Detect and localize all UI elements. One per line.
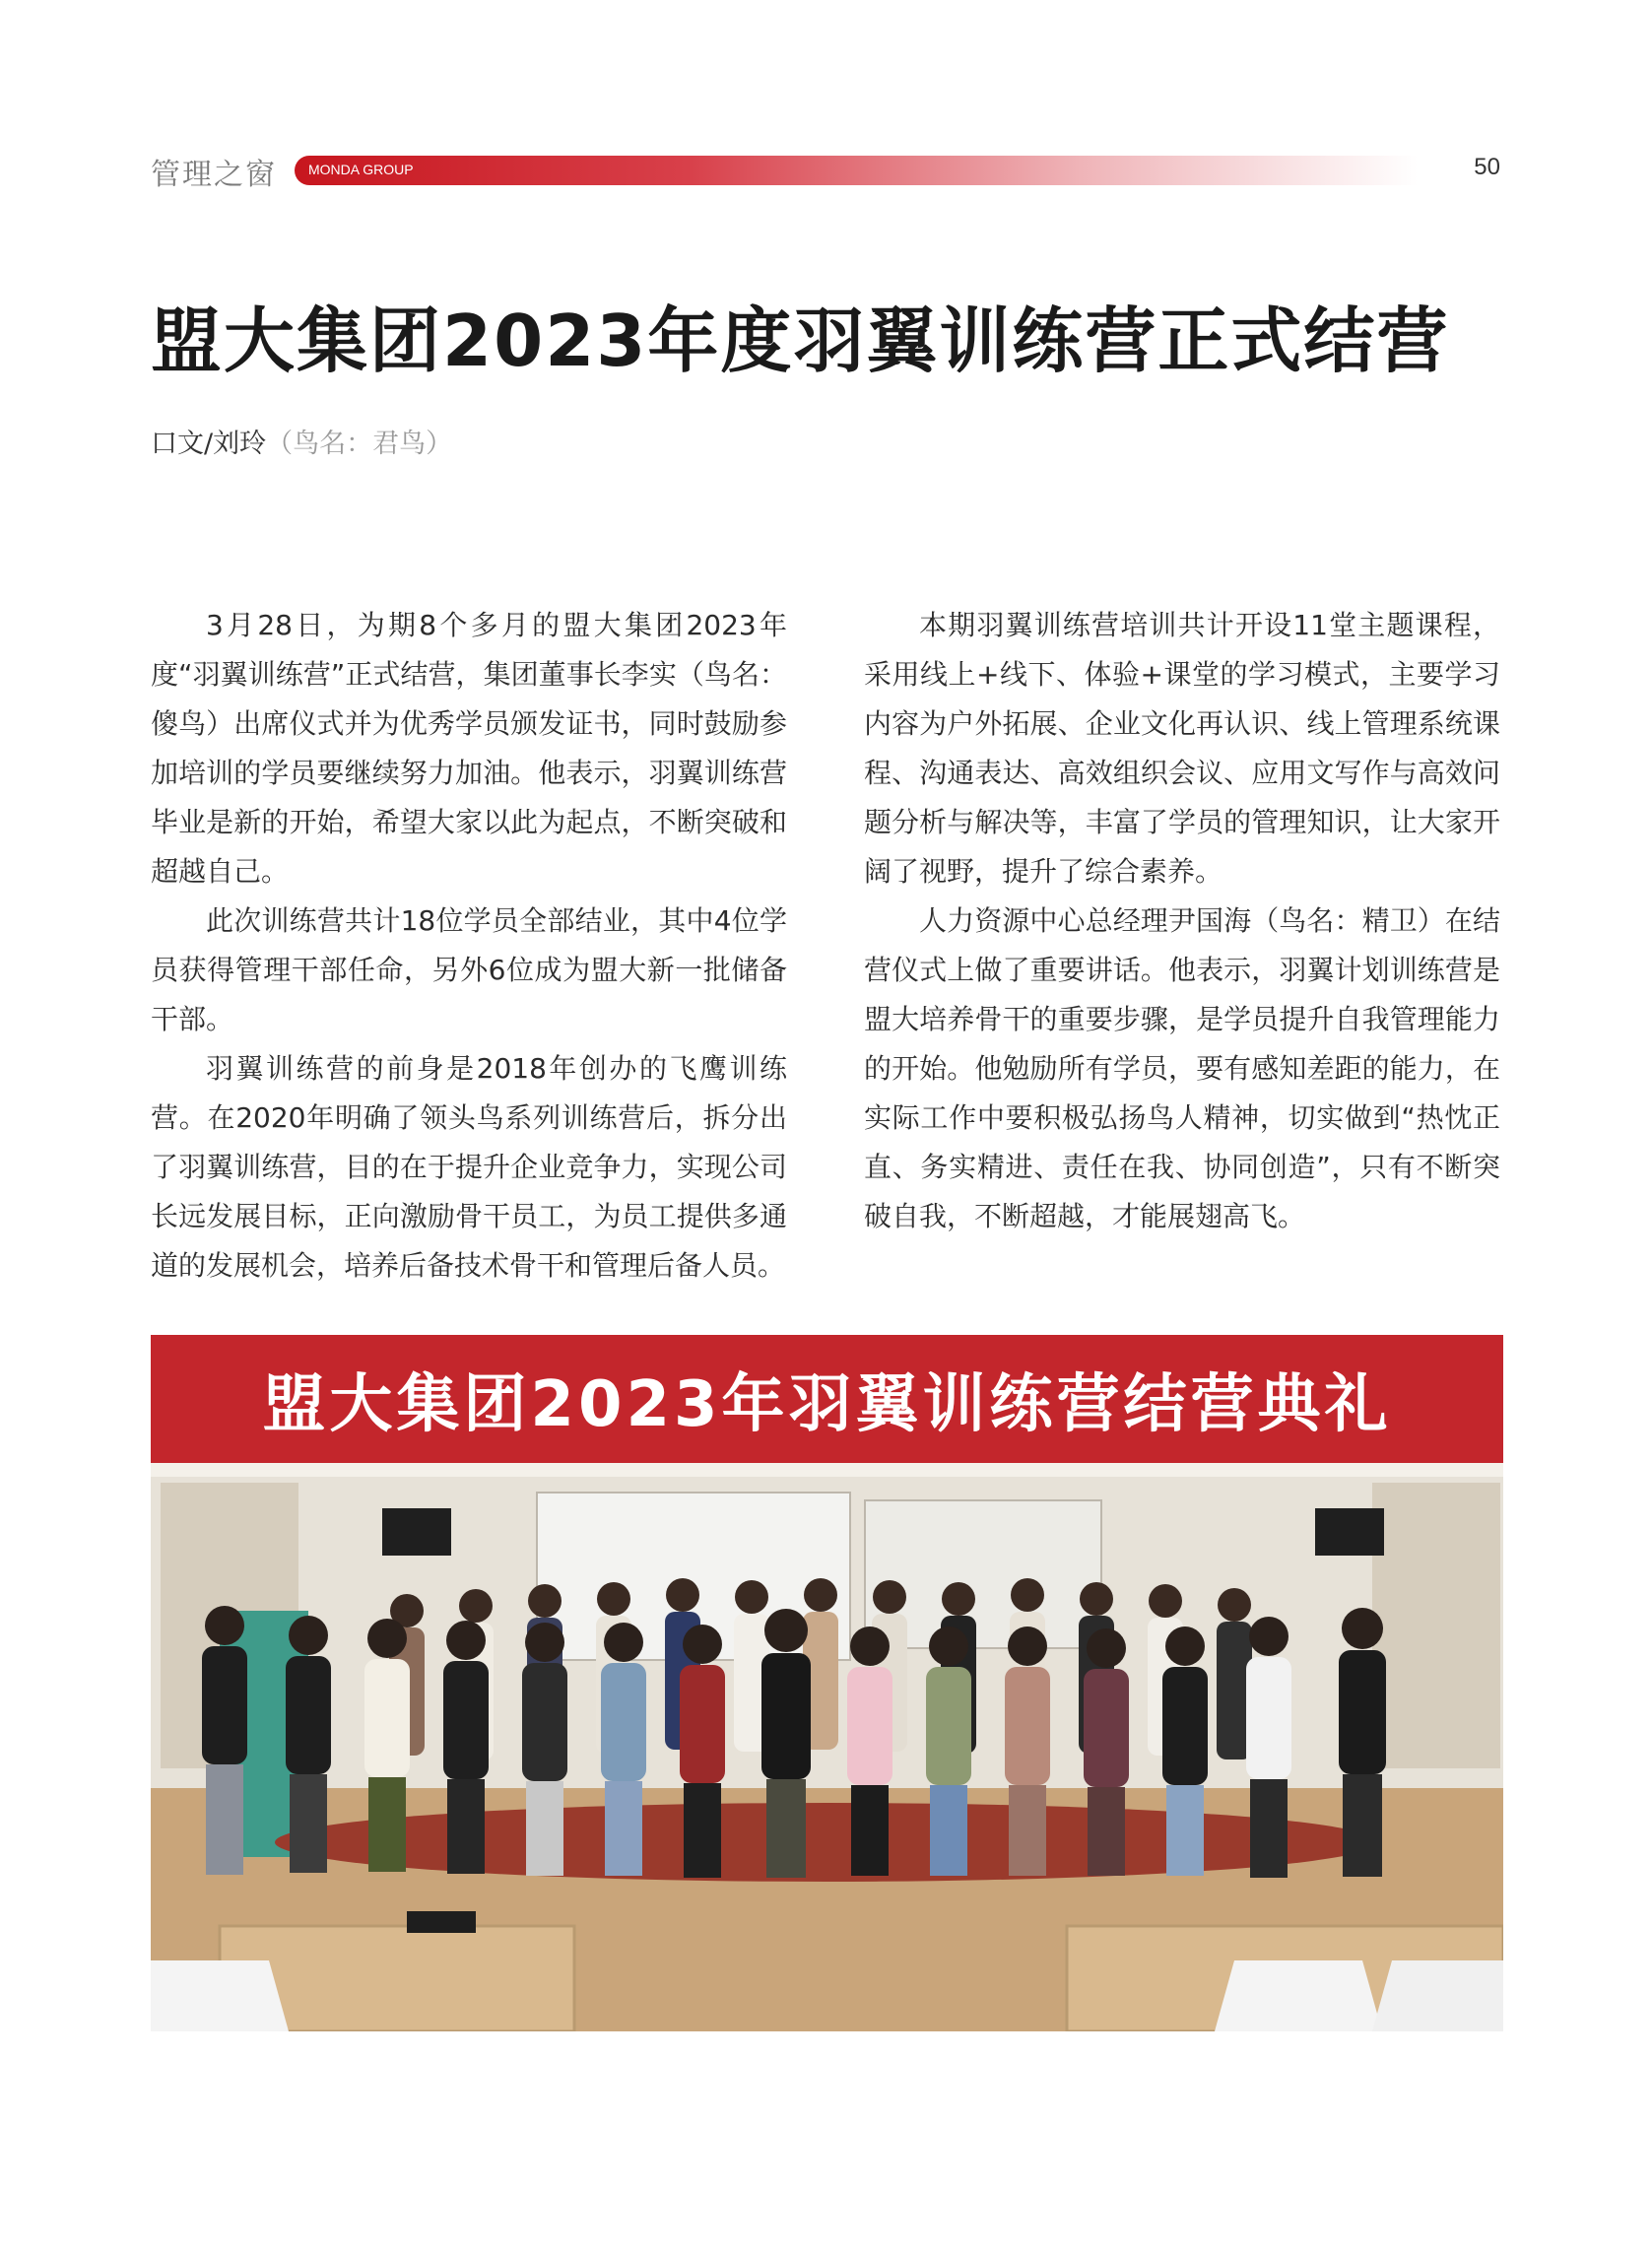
red-carpet (275, 1803, 1378, 1882)
book-on-desk (407, 1911, 476, 1933)
section-name: 管理之窗 (151, 158, 277, 192)
paragraph: 人力资源中心总经理尹国海（鸟名：精卫）在结营仪式上做了重要讲话。他表示，羽翼计划训练营是盟大培养骨干的重要步骤，是学员提升自我管理能力的开始。他勉励所有学员，要有感知差距的能力，在实际工作中要积极弘扬鸟人精神，切实做到“热忱正直、务实精进、责任在我、协同创造”，只有不断突破自我，不断超越，才能展翅高飞。 (864, 904, 1500, 1232)
byline-author: 口文/刘玲 (151, 429, 267, 459)
article-column-left (151, 601, 787, 1291)
chair-right-2 (1372, 1960, 1503, 2031)
ceiling-trim (151, 1463, 1503, 1477)
byline (151, 422, 452, 460)
paragraph: 3月28日，为期8个多月的盟大集团2023年度“羽翼训练营”正式结营，集团董事长李实（鸟名：傻鸟）出席仪式并为优秀学员颁发证书，同时鼓励参加培训的学员要继续努力加油。他表示，羽翼训练营毕业是新的开始，希望大家以此为起点，不断突破和超越自己。 (151, 609, 787, 888)
page-number: 50 (1474, 154, 1500, 180)
page-header (151, 148, 1500, 193)
paragraph: 羽翼训练营的前身是2018年创办的飞鹰训练营。在2020年明确了领头鸟系列训练营后，拆分出了羽翼训练营，目的在于提升企业竞争力，实现公司长远发展目标，正向激励骨干员工，为员工提供多通道的发展机会，培养后备技术骨干和管理后备人员。 (151, 1052, 787, 1282)
speaker-left (382, 1508, 451, 1556)
photo-banner (151, 1335, 1503, 1463)
banner-text: 盟大集团2023年羽翼训练营结营典礼 (262, 1368, 1392, 1441)
brand-label: MONDA GROUP (308, 162, 414, 177)
curtain-right (1372, 1483, 1500, 1768)
brand-bar (295, 156, 1418, 185)
chair-right (1215, 1960, 1382, 2031)
article-title: 盟大集团2023年度羽翼训练营正式结营 (151, 299, 1450, 382)
paragraph: 此次训练营共计18位学员全部结业，其中4位学员获得管理干部任命，另外6位成为盟大新一批储备干部。 (151, 904, 787, 1035)
group-photo (151, 1335, 1503, 2031)
byline-alias: （鸟名：君鸟） (266, 429, 453, 459)
chair-left (151, 1960, 289, 2031)
article-column-right (864, 601, 1500, 1241)
paragraph: 本期羽翼训练营培训共计开设11堂主题课程，采用线上+线下、体验+课堂的学习模式，主要学习内容为户外拓展、企业文化再认识、线上管理系统课程、沟通表达、高效组织会议、应用文写作与高效问题分析与解决等，丰富了学员的管理知识，让大家开阔了视野，提升了综合素养。 (864, 609, 1500, 888)
group-photo-scene (151, 1463, 1503, 2031)
speaker-right (1315, 1508, 1384, 1556)
